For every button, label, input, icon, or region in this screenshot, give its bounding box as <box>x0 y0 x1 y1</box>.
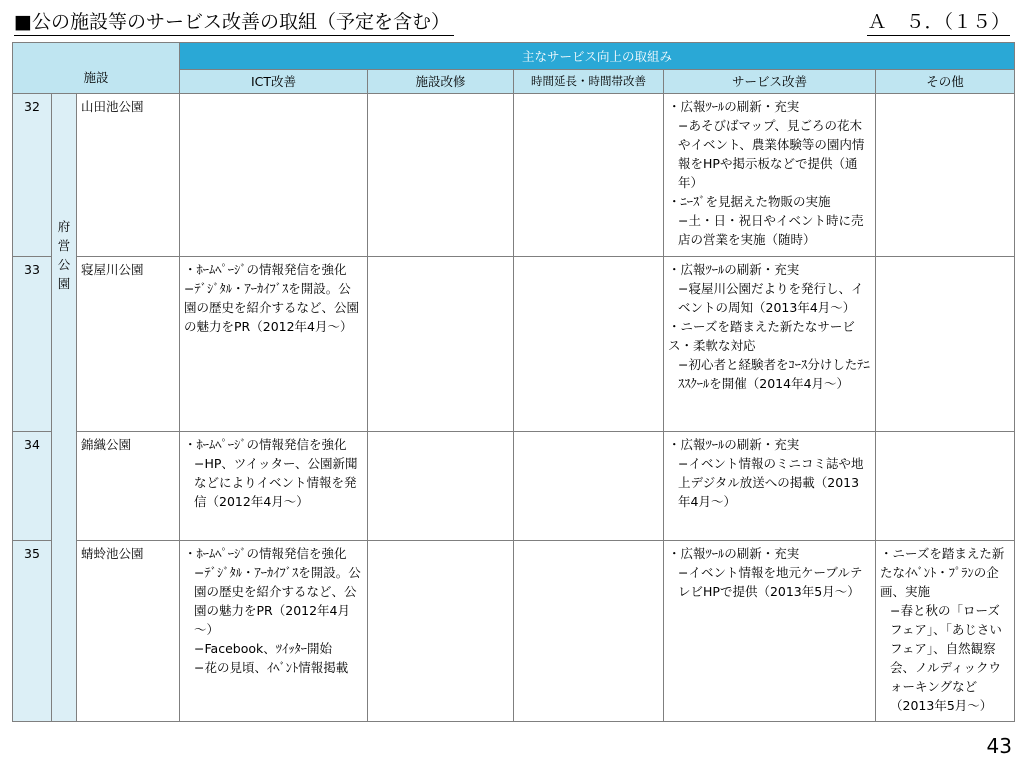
facility-name: 寝屋川公園 <box>77 257 180 432</box>
cell-service <box>664 432 876 541</box>
cell-service <box>664 257 876 432</box>
column-header-other: その他 <box>876 70 1015 94</box>
column-header-ict: ICT改善 <box>180 70 368 94</box>
row-number: 32 <box>13 94 52 257</box>
cell-text: −春と秋の「ローズフェア」、「あじさいフェア」、自然観察会、ノルディックウォーキングなど（2013年5月～） <box>890 603 1002 713</box>
cell-other <box>876 94 1015 257</box>
cell-text: −初心者と経験者をｺｰｽ分けしたﾃﾆｽｽｸｰﾙを開催（2014年4月～） <box>678 357 870 391</box>
cell-text: ・ﾆｰｽﾞを見据えた物販の実施 <box>668 194 831 209</box>
cell-text: ・ニーズを踏まえた新たなｲﾍﾞﾝﾄ・ﾌﾟﾗﾝの企画、実施 <box>880 546 1005 599</box>
cell-text: ・広報ﾂｰﾙの刷新・充実 <box>668 262 800 277</box>
category-cell <box>52 94 77 722</box>
cell-other <box>876 257 1015 432</box>
cell-text: ・ﾎｰﾑﾍﾟｰｼﾞの情報発信を強化 <box>184 262 347 277</box>
cell-hours <box>514 541 664 722</box>
cell-text: −寝屋川公園だよりを発行し、イベントの周知（2013年4月～） <box>678 281 864 315</box>
band-header: 主なサービス向上の取組み <box>180 43 1015 70</box>
row-number: 33 <box>13 257 52 432</box>
cell-ict <box>180 432 368 541</box>
page-reference: Ａ ５．（１５） <box>867 9 1010 36</box>
cell-text: −イベント情報を地元ケーブルテレビHPで提供（2013年5月～） <box>678 565 863 599</box>
cell-service <box>664 94 876 257</box>
cell-hours <box>514 432 664 541</box>
cell-text: −ﾃﾞｼﾞﾀﾙ・ｱｰｶｲﾌﾞｽを開設。公園の歴史を紹介するなど、公園の魅力をPR（2012年4月～） <box>184 281 360 334</box>
cell-facility-repair <box>368 257 514 432</box>
facility-name: 山田池公園 <box>77 94 180 257</box>
cell-text: ・広報ﾂｰﾙの刷新・充実 <box>668 437 800 452</box>
cell-text: ・広報ﾂｰﾙの刷新・充実 <box>668 546 800 561</box>
facility-header: 施設 <box>13 43 180 94</box>
cell-text: −土・日・祝日やイベント時に売店の営業を実施（随時） <box>678 213 864 247</box>
cell-facility-repair <box>368 432 514 541</box>
page-title: ■公の施設等のサービス改善の取組（予定を含む） <box>14 9 454 36</box>
table-row <box>13 257 1015 432</box>
cell-other <box>876 432 1015 541</box>
table-row <box>13 432 1015 541</box>
cell-text: ・ﾎｰﾑﾍﾟｰｼﾞの情報発信を強化 <box>184 437 347 452</box>
cell-ict <box>180 94 368 257</box>
cell-ict <box>180 541 368 722</box>
category-label: 府営公園 <box>57 219 71 291</box>
table-row <box>13 94 1015 257</box>
page-number: 43 <box>986 734 1012 758</box>
column-header-service: サービス改善 <box>664 70 876 94</box>
facility-name: 蜻蛉池公園 <box>77 541 180 722</box>
cell-text: −イベント情報のミニコミ誌や地上デジタル放送への掲載（2013年4月～） <box>678 456 864 509</box>
cell-ict <box>180 257 368 432</box>
table-row <box>13 541 1015 722</box>
cell-text: −花の見頃、ｲﾍﾞﾝﾄ情報掲載 <box>194 660 349 675</box>
facility-name: 錦織公園 <box>77 432 180 541</box>
column-header-facility-repair: 施設改修 <box>368 70 514 94</box>
column-header-hours: 時間延長・時間帯改善 <box>514 70 664 94</box>
cell-text: −ﾃﾞｼﾞﾀﾙ・ｱｰｶｲﾌﾞｽを開設。公園の歴史を紹介するなど、公園の魅力をPR（2012年4月～） <box>194 565 361 637</box>
cell-text: ・ﾎｰﾑﾍﾟｰｼﾞの情報発信を強化 <box>184 546 347 561</box>
service-improvement-table <box>12 42 1015 722</box>
cell-text: −HP、ツイッター、公園新聞などによりイベント情報を発信（2012年4月～） <box>194 456 358 509</box>
row-number: 35 <box>13 541 52 722</box>
cell-text: −Facebook、ﾂｲｯﾀｰ開始 <box>194 641 332 656</box>
cell-facility-repair <box>368 94 514 257</box>
cell-text: ・ニーズを踏まえた新たなサービス・柔軟な対応 <box>668 319 855 353</box>
cell-hours <box>514 257 664 432</box>
cell-text: −あそびばマップ、見ごろの花木やイベント、農業体験等の園内情報をHPや掲示板などで提供（通年） <box>678 118 865 190</box>
cell-hours <box>514 94 664 257</box>
row-number: 34 <box>13 432 52 541</box>
cell-text: ・広報ﾂｰﾙの刷新・充実 <box>668 99 800 114</box>
cell-other <box>876 541 1015 722</box>
cell-service <box>664 541 876 722</box>
cell-facility-repair <box>368 541 514 722</box>
